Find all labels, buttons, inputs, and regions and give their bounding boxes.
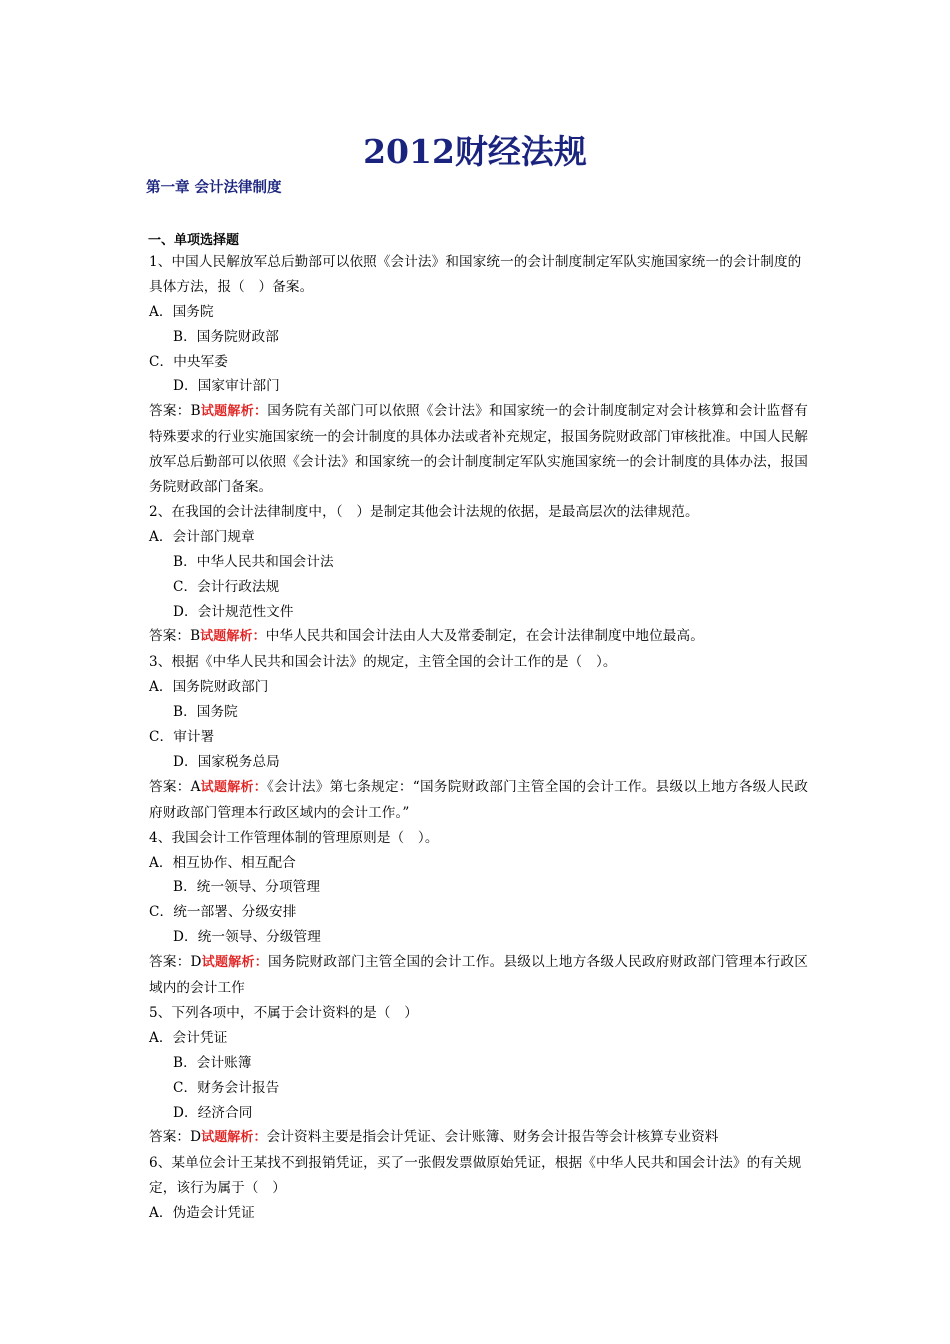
answer-block bbox=[146, 950, 808, 1001]
option-b: B．中华人民共和国会计法 bbox=[173, 553, 334, 570]
analysis-text: 国务院财政部门主管全国的会计工作。县级以上地方各级人民政府财政部门管理本行政区域内的会计工作 bbox=[149, 954, 808, 997]
option-c: C．会计行政法规 bbox=[173, 578, 280, 595]
answer-prefix: 答案：D bbox=[149, 954, 202, 971]
section-heading: 一、单项选择题 bbox=[148, 233, 240, 248]
question-text: 6、某单位会计王某找不到报销凭证，买了一张假发票做原始凭证，根据《中华人民共和国会计法》的有关规定，该行为属于（ ） bbox=[149, 1155, 802, 1197]
option-b: B．国务院 bbox=[173, 704, 238, 721]
option-a: A．国务院财政部门 bbox=[149, 679, 269, 696]
analysis-text: 会计资料主要是指会计凭证、会计账簿、财务会计报告等会计核算专业资料 bbox=[266, 1129, 719, 1146]
question-list bbox=[146, 250, 808, 1226]
analysis-label: 试题解析： bbox=[200, 629, 266, 645]
answer-prefix: 答案：D bbox=[149, 1129, 202, 1146]
option-b: B．统一领导、分项管理 bbox=[173, 879, 321, 896]
analysis-text: 国务院有关部门可以依照《会计法》和国家统一的会计制度制定对会计核算和会计监督有特殊要求的行业实施国家统一的会计制度的具体办法或者补充规定，报国务院财政部门审核批准。中国人民解放军总后勤部可以依照《会计法》和国家统一的会计制度制定军队实施国家统一的会计制度的具体办法，报国务院财政部门备案。 bbox=[149, 403, 808, 496]
question-text: 4、我国会计工作管理体制的管理原则是（ ）。 bbox=[149, 829, 439, 846]
option-a: A．相互协作、相互配合 bbox=[149, 854, 296, 871]
analysis-label: 试题解析： bbox=[201, 955, 268, 971]
option-d: D．国家税务总局 bbox=[173, 753, 280, 770]
answer-prefix: 答案：A bbox=[149, 778, 201, 795]
analysis-text: 《会计法》第七条规定：“国务院财政部门主管全国的会计工作。县级以上地方各级人民政府财政部门管理本行政区域内的会计工作。” bbox=[149, 778, 808, 821]
option-d: D．统一领导、分级管理 bbox=[173, 929, 321, 946]
answer-block bbox=[146, 1125, 808, 1151]
question-text: 1、中国人民解放军总后勤部可以依照《会计法》和国家统一的会计制度制定军队实施国家统一的会计制度的具体方法，报（ ）备案。 bbox=[149, 254, 802, 295]
option-a: A．伪造会计凭证 bbox=[149, 1205, 255, 1222]
answer-block bbox=[146, 775, 808, 826]
question-text: 5、下列各项中，不属于会计资料的是（ ） bbox=[149, 1004, 418, 1021]
option-d: D．经济合同 bbox=[173, 1104, 253, 1121]
answer-block bbox=[146, 399, 808, 500]
option-a: A．国务院 bbox=[149, 303, 214, 320]
answer-prefix: 答案：B bbox=[149, 403, 201, 420]
option-c: C．统一部署、分级安排 bbox=[149, 904, 297, 921]
option-c: C．审计署 bbox=[149, 729, 215, 746]
option-d: D．国家审计部门 bbox=[173, 378, 280, 395]
analysis-label: 试题解析： bbox=[201, 1130, 267, 1146]
option-a: A．会计凭证 bbox=[149, 1029, 228, 1046]
answer-prefix: 答案：B bbox=[149, 628, 201, 645]
option-b: B．国务院财政部 bbox=[173, 328, 279, 345]
question-text: 2、在我国的会计法律制度中，（ ）是制定其他会计法规的依据，是最高层次的法律规范。 bbox=[149, 504, 699, 520]
analysis-label: 试题解析： bbox=[200, 404, 268, 420]
question-text: 3、根据《中华人民共和国会计法》的规定，主管全国的会计工作的是（ ）。 bbox=[149, 654, 617, 671]
option-c: C．中央军委 bbox=[149, 353, 228, 370]
answer-block bbox=[146, 624, 808, 650]
option-b: B．会计账簿 bbox=[173, 1054, 252, 1071]
analysis-text: 中华人民共和国会计法由人大及常委制定，在会计法律制度中地位最高。 bbox=[265, 628, 704, 645]
option-c: C．财务会计报告 bbox=[173, 1079, 280, 1096]
document-title: 2012财经法规 bbox=[363, 132, 587, 171]
chapter-heading: 第一章 会计法律制度 bbox=[146, 180, 282, 196]
analysis-label: 试题解析： bbox=[200, 779, 268, 795]
option-a: A．会计部门规章 bbox=[149, 528, 255, 545]
option-d: D．会计规范性文件 bbox=[173, 603, 294, 620]
